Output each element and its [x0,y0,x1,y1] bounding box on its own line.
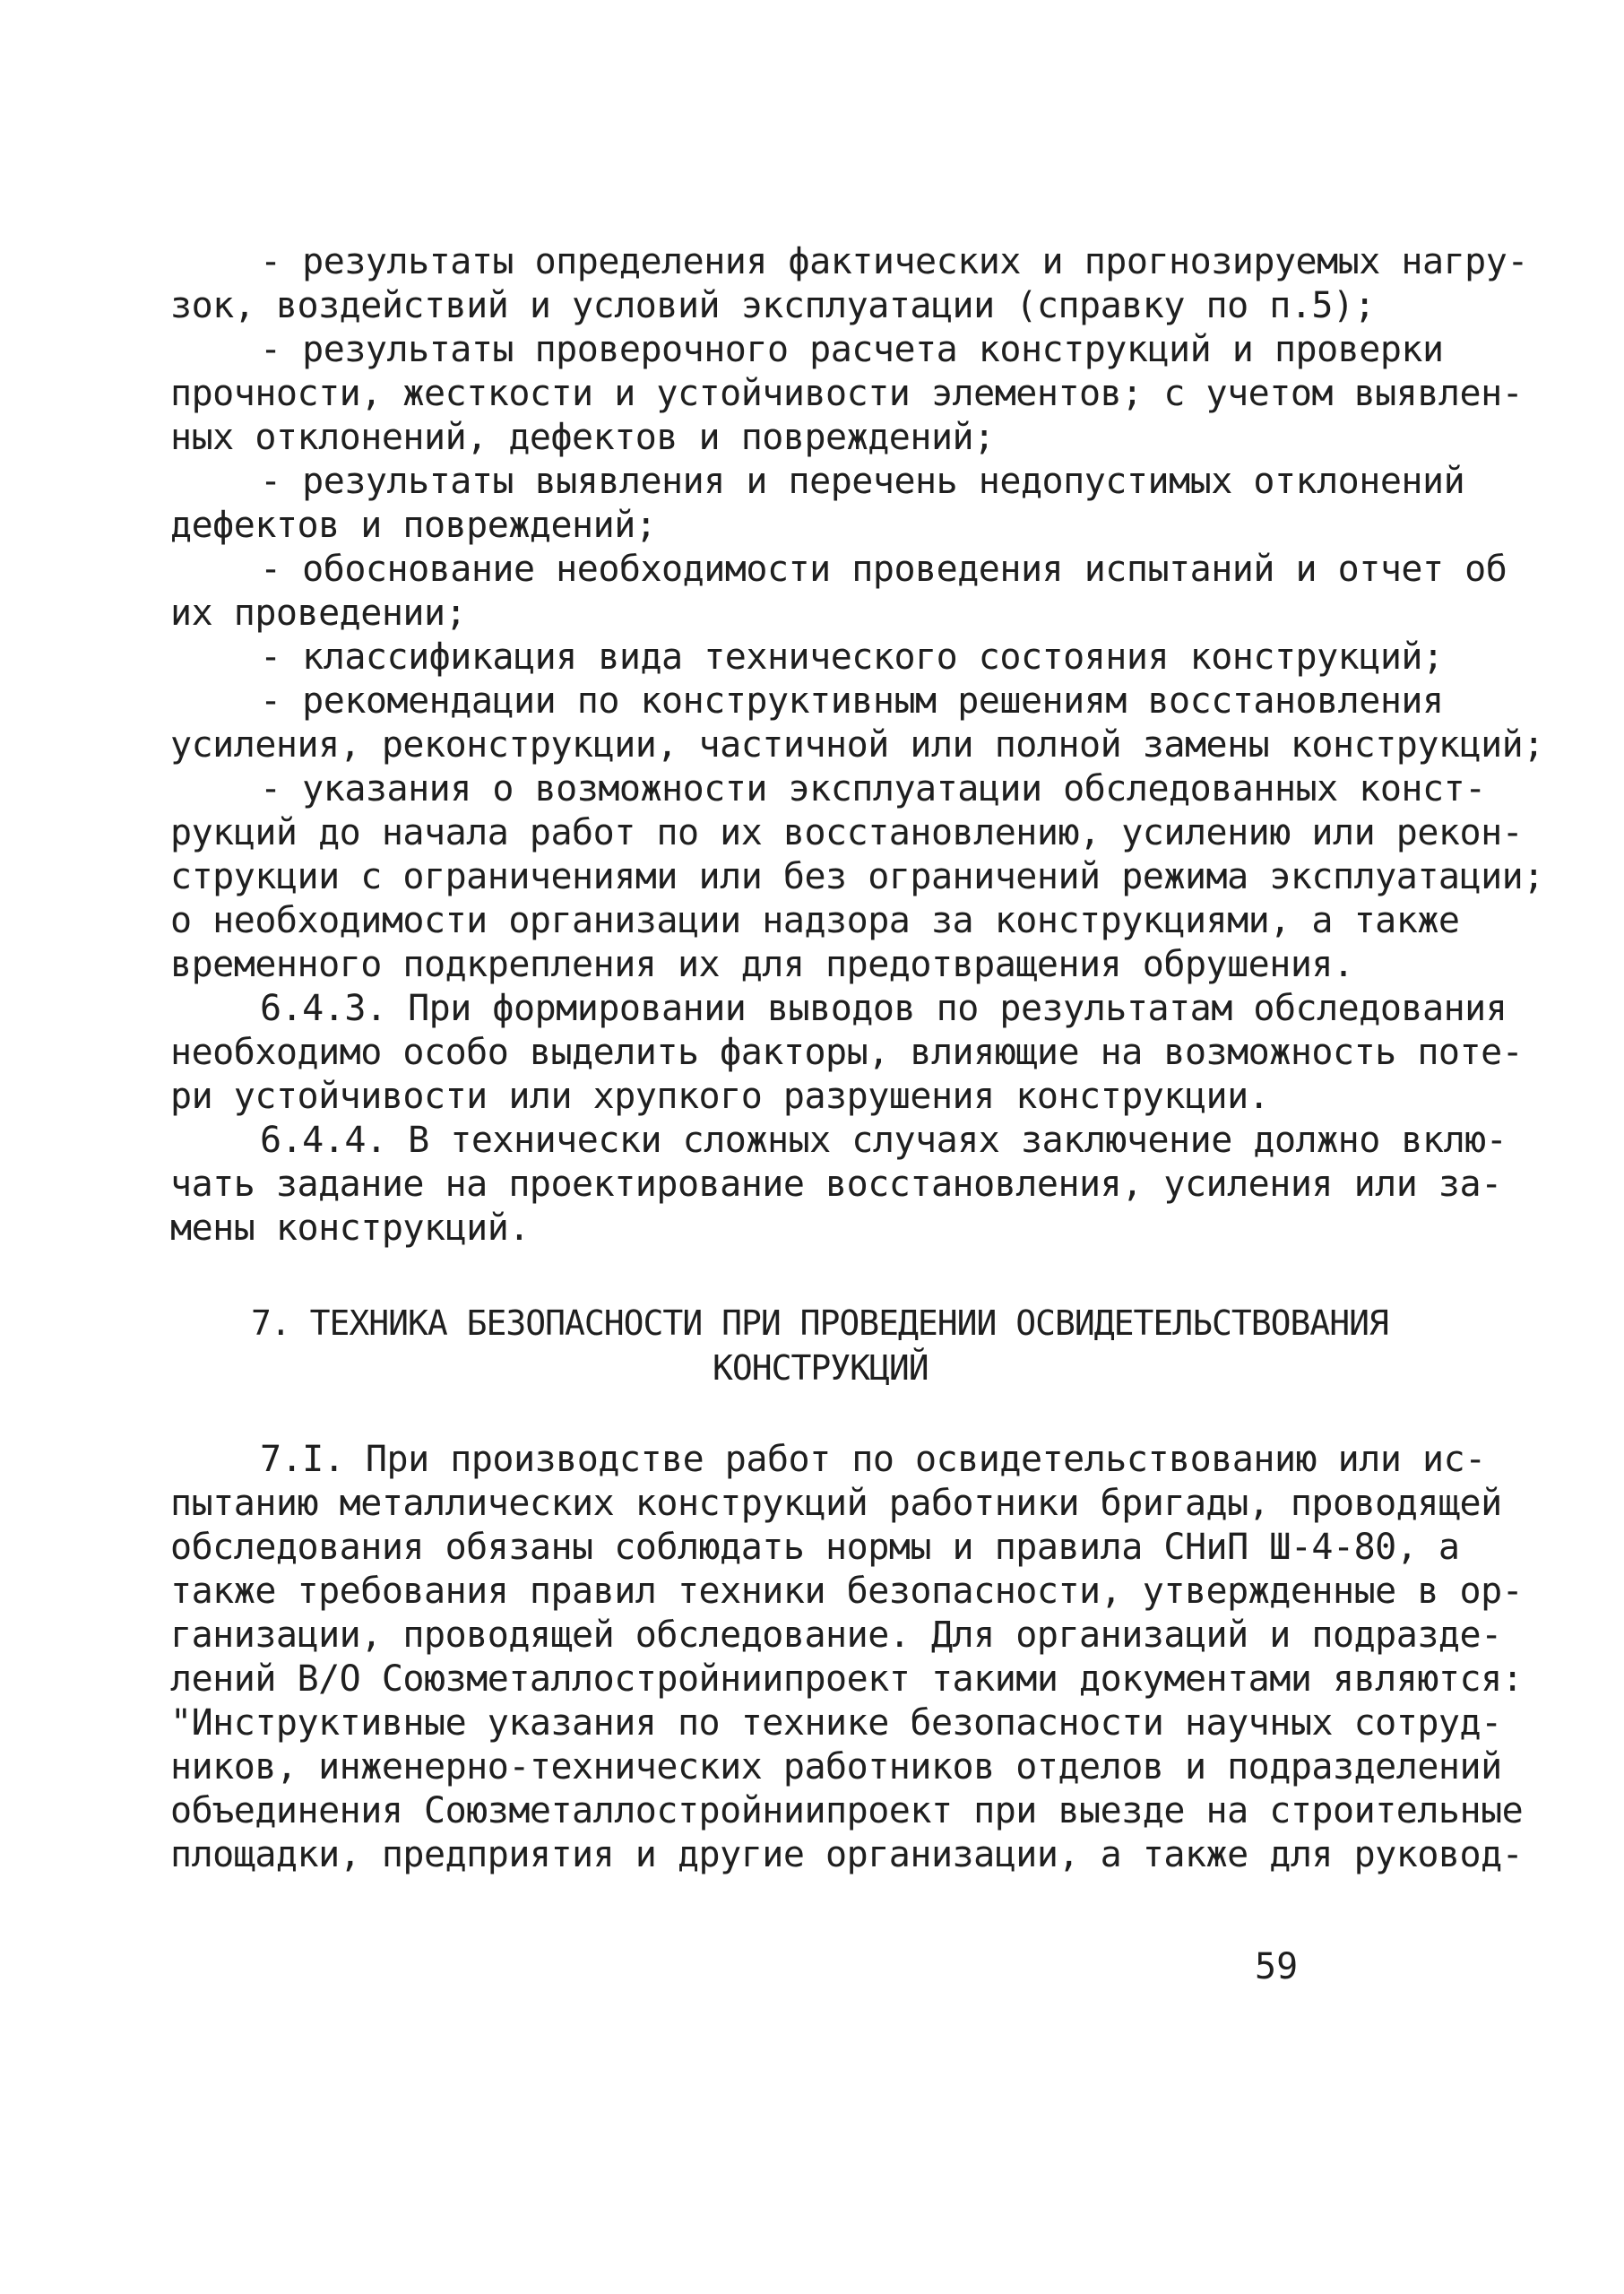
text-line: - указания о возможности эксплуатации обследованных конст- [260,768,1486,809]
text-line: ри устойчивости или хрупкого разрушения конструкции. [170,1076,1270,1117]
text-line: 7.I. При производстве работ по освидетельствованию или ис- [260,1439,1486,1480]
text-line: ников, инженерно-технических работников отделов и подразделений [170,1746,1502,1788]
text-line: 6.4.4. В технически сложных случаях заключение должно вклю- [260,1120,1507,1161]
text-line: - результаты проверочного расчета конструкций и проверки [260,329,1444,370]
text-line: обследования обязаны соблюдать нормы и правила СНиП Ш-4-80, а [170,1527,1460,1568]
text-line: рукций до начала работ по их восстановлению, усилению или рекон- [170,812,1524,853]
text-line: "Инструктивные указания по технике безопасности научных сотруд- [170,1702,1502,1744]
text-line: - классификация вида технического состояния конструкций; [260,636,1444,678]
text-line: объединения Союзметаллостройниипроект при выезде на строительные [170,1790,1524,1831]
text-line: чать задание на проектирование восстановления, усиления или за- [170,1164,1502,1205]
text-line: струкции с ограничениями или без ограничений режима эксплуатации; [170,856,1544,897]
text-line: - результаты определения фактических и прогнозируемых нагру- [260,241,1528,282]
text-line: площадки, предприятия и другие организации, а также для руковод- [170,1834,1524,1875]
text-line: зок, воздействий и условий эксплуатации (справку по п.5); [170,285,1376,326]
section-heading: 7. ТЕХНИКА БЕЗОПАСНОСТИ ПРИ ПРОВЕДЕНИИ ОСВИДЕТЕЛЬСТВОВАНИЯ [251,1303,1388,1343]
text-line: их проведении; [170,593,467,634]
text-line: ганизации, проводящей обследование. Для организаций и подразде- [170,1614,1502,1656]
text-line: мены конструкций. [170,1208,530,1249]
text-line: пытанию металлических конструкций работники бригады, проводящей [170,1483,1502,1524]
text-line: - результаты выявления и перечень недопустимых отклонений [260,461,1465,502]
text-line: ных отклонений, дефектов и повреждений; [170,417,995,458]
text-line: временного подкрепления их для предотвращения обрушения. [170,944,1354,985]
text-line: дефектов и повреждений; [170,505,657,546]
page-number: 59 [1255,1946,1299,1987]
text-line: необходимо особо выделить факторы, влияющие на возможность поте- [170,1032,1524,1073]
section-heading-continued: КОНСТРУКЦИЙ [713,1348,929,1388]
text-line: о необходимости организации надзора за конструкциями, а также [170,900,1460,941]
text-line: лений В/О Союзметаллостройниипроект такими документами являются: [170,1658,1524,1700]
text-line: усиления, реконструкции, частичной или полной замены конструкций; [170,724,1544,766]
text-line: прочности, жесткости и устойчивости элементов; с учетом выявлен- [170,373,1524,414]
text-line: - рекомендации по конструктивным решениям восстановления [260,680,1444,722]
text-line: также требования правил техники безопасности, утвержденные в ор- [170,1571,1524,1612]
text-line: - обоснование необходимости проведения испытаний и отчет об [260,549,1507,590]
text-line: 6.4.3. При формировании выводов по результатам обследования [260,988,1507,1029]
